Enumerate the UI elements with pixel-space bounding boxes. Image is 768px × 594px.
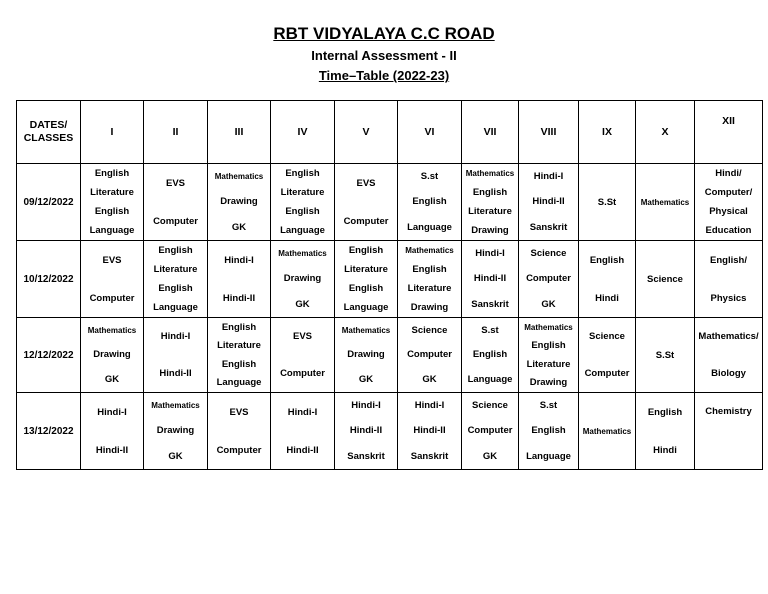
subject-line: Computer [584,368,630,379]
subject-line: Drawing [471,225,509,236]
table-row [17,318,763,393]
class-header: VIII [519,101,579,164]
subject-line: English [412,264,447,275]
subject-line: GK [541,298,556,310]
subject-line: Computer [216,444,262,456]
subject-line: Chemistry [705,406,752,417]
subject-line: Mathematics [341,325,391,335]
subject-line: Hindi-I [351,400,381,412]
date-cell: 09/12/2022 [17,164,81,241]
subject-cell [519,393,579,470]
subject-line: Hindi/ [715,168,742,179]
subject-cell [579,393,636,470]
subject-cell [335,164,398,241]
subject-line: EVS [356,177,376,189]
subject-cell [695,241,763,318]
subject-cell [579,164,636,241]
subject-line: English [589,254,625,266]
subject-line: Hindi-II [95,444,129,456]
subject-cell [208,393,271,470]
subject-cell [271,318,335,393]
subject-cell [81,241,144,318]
subject-line: Mathematics [151,401,200,411]
subject-line: English [285,206,320,217]
subject-line: Language [89,225,135,236]
subject-line: Computer [280,368,325,379]
document-header [0,22,768,86]
subject-line: Mathematics [582,426,632,436]
subject-cell [462,241,519,318]
subject-line: EVS [229,406,249,418]
subject-line: EVS [165,177,185,189]
subject-line: Language [407,221,452,233]
date-cell: 13/12/2022 [17,393,81,470]
subject-line: S.st [420,171,439,183]
subject-line: Mathematics [465,169,515,178]
school-name: RBT VIDYALAYA C.C ROAD [273,24,495,43]
class-header: I [81,101,144,164]
subject-line: Literature [468,206,512,217]
subject-line: Language [153,302,198,313]
table-row [17,164,763,241]
subject-line: Science [589,331,625,342]
subject-line: English [94,168,130,179]
subject-line: English [221,321,257,333]
subject-line: Science [411,324,448,336]
subject-line: Science [647,273,683,285]
subject-line: Computer [407,349,452,361]
subject-cell [335,393,398,470]
subject-line: English [531,425,566,437]
subject-line: Hindi-II [473,273,507,285]
subject-cell [695,318,763,393]
header-row [17,101,763,164]
subject-cell [81,164,144,241]
subject-cell [462,318,519,393]
subject-cell [144,241,208,318]
subject-line: Education [705,225,752,236]
date-cell: 12/12/2022 [17,318,81,393]
subject-cell [695,393,763,470]
subject-line: Literature [153,264,198,275]
subject-cell [636,164,695,241]
subject-line: Hindi-II [286,444,319,456]
subject-cell [208,241,271,318]
subject-line: English [285,168,320,179]
subject-line: Hindi-I [287,406,318,418]
subject-line: English [158,283,193,294]
class-header: II [144,101,208,164]
subject-line: English/ [710,254,747,266]
subject-line: Hindi [653,444,677,456]
subject-line: Literature [90,187,134,198]
subject-line: Hindi-II [159,368,192,379]
subject-line: Literature [217,340,261,352]
subject-line: GK [422,374,437,386]
subject-line: English [221,358,257,370]
subject-cell [271,241,335,318]
subject-line: GK [231,221,247,233]
subject-line: S.st [481,324,499,336]
subject-cell [398,241,462,318]
subject-line: Language [343,302,389,313]
subject-line: Literature [407,283,452,294]
subject-line: Drawing [220,196,258,208]
subject-line: Mathematics [278,249,327,259]
subject-line: Drawing [529,377,568,389]
subject-cell [144,393,208,470]
subject-line: Mathematics [640,197,690,207]
subject-line: Literature [280,187,325,198]
subject-line: Sanskrit [529,221,568,233]
class-header: VI [398,101,462,164]
timetable [16,100,763,470]
subject-line: Physical [709,206,748,217]
subject-line: English [531,340,566,352]
subject-cell [335,241,398,318]
subject-line: Hindi [595,292,619,304]
subject-line: English [348,283,384,294]
subject-line: Drawing [410,302,449,313]
subject-line: Sanskrit [347,450,385,462]
subject-line: Hindi-II [349,425,383,437]
subject-line: English [94,206,130,217]
subject-line: GK [104,374,120,386]
subject-cell [579,241,636,318]
subject-line: Hindi-I [414,400,445,412]
subject-cell [144,318,208,393]
subject-line: English [158,245,193,256]
subject-line: English [647,406,683,418]
class-header: VII [462,101,519,164]
class-header: X [636,101,695,164]
subject-cell [519,318,579,393]
subject-line: Mathematics [87,325,137,335]
subject-cell [208,318,271,393]
subject-line: English [412,196,447,208]
subject-line: Physics [710,292,747,304]
subject-line: Language [467,374,513,386]
subject-cell [695,164,763,241]
subject-line: EVS [292,331,312,342]
subject-line: Hindi-II [532,196,565,208]
subject-line: Drawing [93,349,131,361]
subject-cell [81,318,144,393]
subject-line: GK [295,298,310,310]
timetable-title: Time–Table (2022-23) [318,68,450,83]
subject-line: Computer [526,273,571,285]
subject-line: Hindi-I [475,248,505,260]
subject-line: GK [168,450,183,462]
subject-line: Mathematics [405,246,454,255]
subject-line: Sanskrit [410,450,449,462]
subject-line: Language [526,450,571,462]
subject-line: S.St [597,196,617,208]
corner-header: DATES/ CLASSES [17,101,81,164]
subject-line: Science [530,248,567,260]
subject-line: Biology [711,368,746,379]
subject-line: English [472,349,508,361]
subject-line: Hindi-I [533,171,564,183]
subject-line: English [348,245,384,256]
subject-line: Language [216,377,262,389]
subject-line: Computer [343,215,389,227]
subject-cell [579,318,636,393]
table-row [17,393,763,470]
subject-line: Computer [153,215,198,227]
subject-line: Science [472,400,508,412]
subject-cell [398,393,462,470]
subject-cell [636,241,695,318]
subject-cell [81,393,144,470]
subject-cell [636,393,695,470]
subject-line: S.St [655,349,675,361]
subject-cell [335,318,398,393]
subject-line: Hindi-I [160,331,191,342]
date-cell: 10/12/2022 [17,241,81,318]
subject-line: Sanskrit [471,298,509,310]
subject-line: Literature [526,358,571,370]
class-header: III [208,101,271,164]
subject-cell [398,164,462,241]
subject-line: Hindi-I [224,254,254,266]
class-header: IX [579,101,636,164]
table-row [17,241,763,318]
subject-line: Drawing [283,273,322,285]
subject-line: Mathematics/ [698,331,759,342]
subject-line: Computer [467,425,513,437]
subject-line: GK [482,450,498,462]
subject-line: S.st [539,400,558,412]
subject-line: Drawing [347,349,385,361]
subject-line: English [472,187,508,198]
subject-line: Hindi-II [222,292,256,304]
subject-line: Computer/ [704,187,753,198]
subject-line: Mathematics [524,322,573,332]
subject-line: Hindi-I [97,406,127,418]
subject-line: GK [358,374,374,386]
exam-name: Internal Assessment - II [311,48,457,63]
class-header: IV [271,101,335,164]
class-header: XII [695,101,763,164]
subject-line: Computer [89,292,135,304]
subject-cell [519,241,579,318]
class-header: V [335,101,398,164]
subject-line: Language [280,225,325,236]
subject-cell [144,164,208,241]
subject-line: EVS [102,254,122,266]
subject-cell [271,393,335,470]
subject-cell [271,164,335,241]
subject-cell [519,164,579,241]
subject-cell [462,164,519,241]
subject-line: Drawing [156,425,195,437]
subject-cell [398,318,462,393]
subject-cell [462,393,519,470]
subject-line: Hindi-II [413,425,446,437]
subject-line: Mathematics [214,172,264,182]
subject-line: Literature [344,264,388,275]
subject-cell [636,318,695,393]
subject-cell [208,164,271,241]
